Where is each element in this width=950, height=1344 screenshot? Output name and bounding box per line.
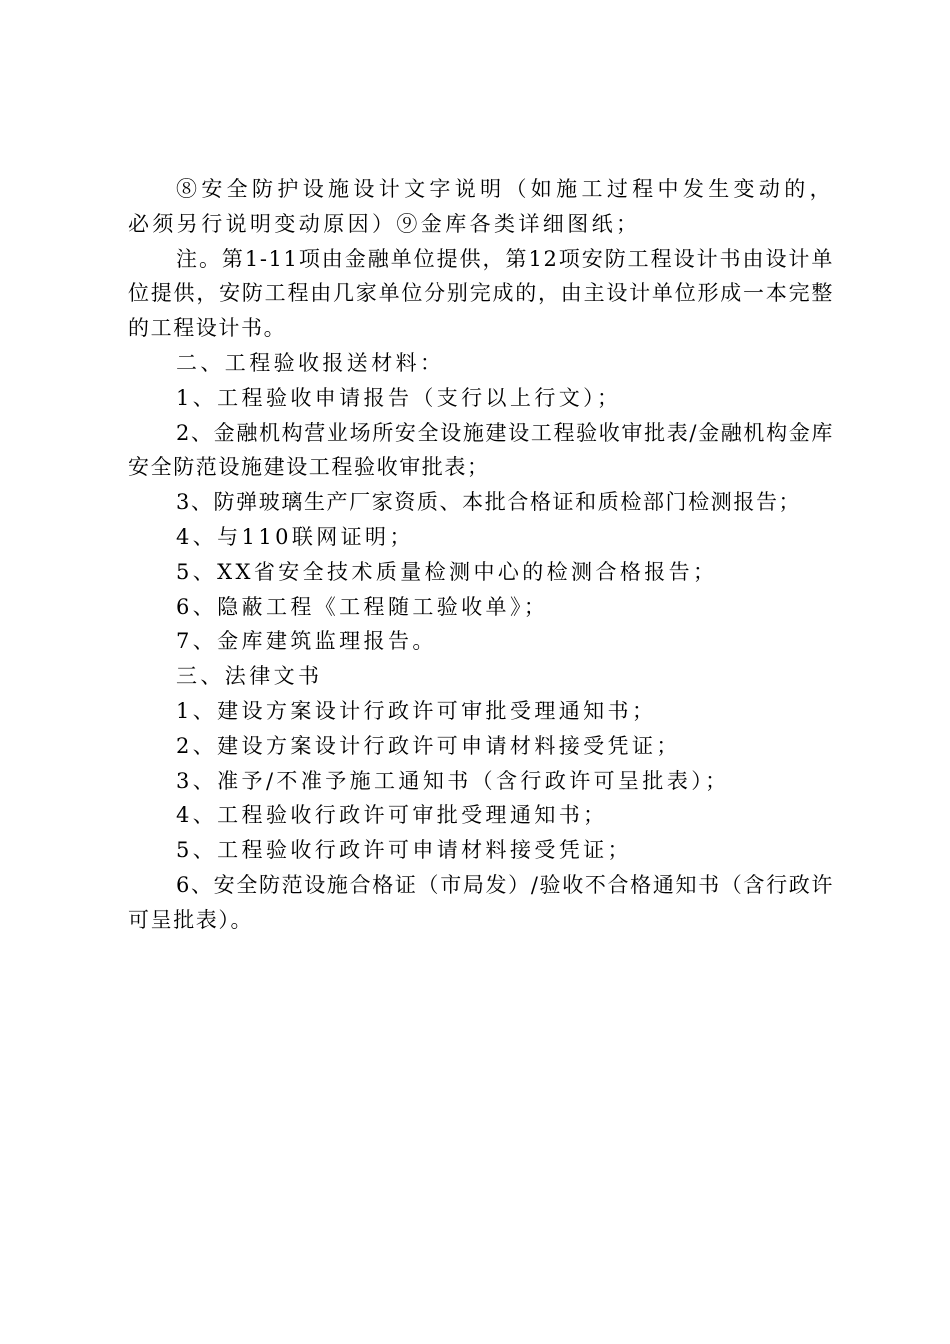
list-item-acceptance-2: 2、金融机构营业场所安全设施建设工程验收审批表/金融机构金库安全防范设施建设工程验收审批表； <box>128 420 834 480</box>
list-item-legal-2: 2、建设方案设计行政许可申请材料接受凭证； <box>176 733 681 758</box>
list-item-acceptance-7: 7、金库建筑监理报告。 <box>176 629 437 654</box>
list-item-legal-1: 1、建设方案设计行政许可审批受理通知书； <box>176 698 657 723</box>
list-item-legal-6: 6、安全防范设施合格证（市局发）/验收不合格通知书（含行政许可呈批表）。 <box>128 872 834 932</box>
paragraph-design-notes: ⑧安全防护设施设计文字说明（如施工过程中发生变动的，必须另行说明变动原因）⑨金库各类详细图纸； <box>128 177 834 236</box>
document-body <box>128 172 834 938</box>
list-item-legal-4: 4、工程验收行政许可审批受理通知书； <box>176 803 608 828</box>
list-item-acceptance-3: 3、防弹玻璃生产厂家资质、本批合格证和质检部门检测报告； <box>176 490 802 515</box>
section-heading-legal-documents: 三、法律文书 <box>176 664 323 689</box>
list-item-legal-3: 3、准予/不准予施工通知书（含行政许可呈批表）； <box>176 768 730 793</box>
list-item-acceptance-5: 5、XX省安全技术质量检测中心的检测合格报告； <box>176 559 718 584</box>
list-item-acceptance-4: 4、与110联网证明； <box>176 524 414 549</box>
paragraph-note: 注。第1-11项由金融单位提供，第12项安防工程设计书由设计单位提供，安防工程由几家单位分别完成的，由主设计单位形成一本完整的工程设计书。 <box>128 246 834 341</box>
section-heading-acceptance-materials: 二、工程验收报送材料： <box>176 350 445 375</box>
list-item-acceptance-6: 6、隐蔽工程《工程随工验收单》； <box>176 594 549 619</box>
list-item-acceptance-1: 1、工程验收申请报告（支行以上行文）； <box>176 385 622 410</box>
list-item-legal-5: 5、工程验收行政许可申请材料接受凭证； <box>176 838 632 863</box>
